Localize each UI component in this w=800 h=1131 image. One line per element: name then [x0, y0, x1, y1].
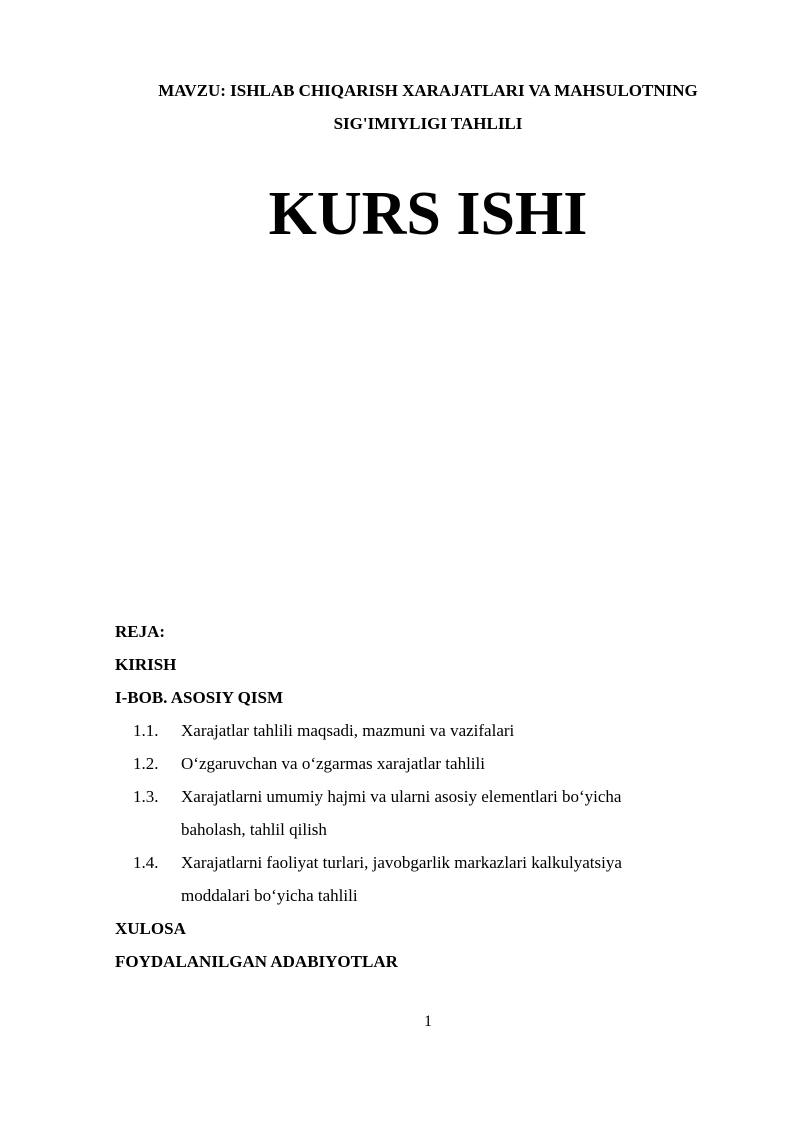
plan-item	[115, 780, 715, 846]
plan-item	[115, 714, 715, 747]
plan-item-text: Xarajatlar tahlili maqsadi, mazmuni va vazifalari	[181, 721, 515, 740]
topic-line-1: MAVZU: ISHLAB CHIQARISH XARAJATLARI VA MAHSULOTNING	[158, 81, 698, 100]
plan-item-number: 1.2.	[133, 754, 159, 773]
plan-section	[115, 615, 715, 978]
plan-item	[115, 747, 715, 780]
plan-chapter: I-BOB. ASOSIY QISM	[115, 688, 283, 707]
plan-heading: REJA:	[115, 622, 166, 641]
plan-item-number: 1.3.	[133, 787, 159, 806]
plan-item-number: 1.4.	[133, 853, 159, 872]
topic-heading	[0, 74, 800, 140]
topic-line-2: SIG'IMIYLIGI TAHLILI	[333, 114, 523, 133]
plan-item-text: Xarajatlarni faoliyat turlari, javobgarlik markazlari kalkulyatsiya moddalari bo‘yicha tahlili	[181, 853, 622, 905]
plan-references: FOYDALANILGAN ADABIYOTLAR	[115, 952, 398, 971]
page-number: 1	[424, 1013, 432, 1030]
plan-item-text: Xarajatlarni umumiy hajmi va ularni asosiy elementlari bo‘yicha baholash, tahlil qilish	[181, 787, 622, 839]
plan-item-number: 1.1.	[133, 721, 159, 740]
plan-conclusion: XULOSA	[115, 919, 186, 938]
plan-item	[115, 846, 715, 912]
plan-item-text: O‘zgaruvchan va o‘zgarmas xarajatlar tahlili	[181, 754, 485, 773]
plan-intro: KIRISH	[115, 655, 177, 674]
document-title: KURS ISHI	[268, 180, 588, 248]
